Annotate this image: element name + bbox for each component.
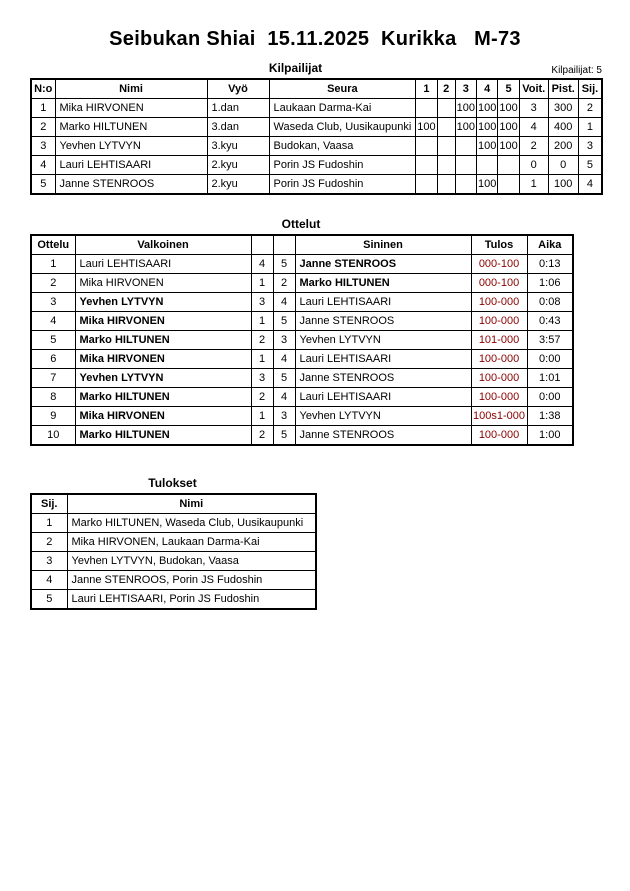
tulokset-row — [31, 590, 316, 610]
header-opp-3: 3 — [455, 79, 476, 99]
cell-vyo: 2.kyu — [207, 156, 269, 175]
cell-aika: 1:06 — [527, 274, 573, 293]
kilpailijat-row — [31, 137, 602, 156]
cell-white-name: Yevhen LYTVYN — [75, 369, 251, 388]
cell-score-3 — [455, 137, 476, 156]
cell-sij: 1 — [578, 118, 602, 137]
cell-white-name: Lauri LEHTISAARI — [75, 255, 251, 274]
cell-blue-name: Janne STENROOS — [295, 255, 471, 274]
header-opp-1: 1 — [416, 79, 437, 99]
cell-white-no: 1 — [251, 407, 273, 426]
cell-sij: 4 — [31, 571, 67, 590]
cell-blue-no: 5 — [273, 312, 295, 331]
cell-sij: 2 — [578, 99, 602, 118]
cell-blue-name: Lauri LEHTISAARI — [295, 293, 471, 312]
header-nimi: Nimi — [55, 79, 207, 99]
cell-nimi: Yevhen LYTVYN — [55, 137, 207, 156]
cell-blue-no: 2 — [273, 274, 295, 293]
cell-no: 3 — [31, 137, 55, 156]
cell-vyo: 3.dan — [207, 118, 269, 137]
cell-no: 4 — [31, 156, 55, 175]
cell-vyo: 1.dan — [207, 99, 269, 118]
ottelut-row — [31, 312, 573, 331]
cell-score-1: 100 — [416, 118, 437, 137]
cell-nimi: Janne STENROOS, Porin JS Fudoshin — [67, 571, 316, 590]
cell-aika: 0:08 — [527, 293, 573, 312]
header-valkoinen: Valkoinen — [75, 235, 251, 255]
tulokset-header-row — [31, 494, 316, 514]
cell-tulos: 100-000 — [471, 312, 527, 331]
tulokset-row — [31, 533, 316, 552]
cell-aika: 1:01 — [527, 369, 573, 388]
cell-white-no: 2 — [251, 426, 273, 446]
cell-tulos: 100s1-000 — [471, 407, 527, 426]
cell-blue-no: 4 — [273, 293, 295, 312]
cell-score-3 — [455, 156, 476, 175]
ottelut-row — [31, 293, 573, 312]
ottelut-row — [31, 388, 573, 407]
header-tulos: Tulos — [471, 235, 527, 255]
kilpailijat-row — [31, 118, 602, 137]
cell-sij: 5 — [578, 156, 602, 175]
cell-aika: 1:38 — [527, 407, 573, 426]
cell-match-no: 6 — [31, 350, 75, 369]
cell-score-5: 100 — [498, 137, 519, 156]
cell-sij: 5 — [31, 590, 67, 610]
ottelut-row — [31, 407, 573, 426]
header-white-no — [251, 235, 273, 255]
cell-tulos: 000-100 — [471, 255, 527, 274]
cell-white-name: Mika HIRVONEN — [75, 274, 251, 293]
cell-tulos: 100-000 — [471, 426, 527, 446]
cell-nimi: Lauri LEHTISAARI — [55, 156, 207, 175]
kilpailijat-header-row — [31, 79, 602, 99]
cell-blue-name: Janne STENROOS — [295, 312, 471, 331]
cell-white-name: Marko HILTUNEN — [75, 388, 251, 407]
cell-blue-name: Lauri LEHTISAARI — [295, 388, 471, 407]
cell-score-3: 100 — [455, 99, 476, 118]
cell-white-name: Mika HIRVONEN — [75, 407, 251, 426]
cell-nimi: Marko HILTUNEN, Waseda Club, Uusikaupunki — [67, 514, 316, 533]
cell-white-no: 2 — [251, 331, 273, 350]
cell-no: 5 — [31, 175, 55, 195]
cell-match-no: 10 — [31, 426, 75, 446]
cell-blue-no: 4 — [273, 388, 295, 407]
cell-seura: Porin JS Fudoshin — [269, 156, 416, 175]
cell-seura: Porin JS Fudoshin — [269, 175, 416, 195]
cell-blue-no: 5 — [273, 255, 295, 274]
cell-score-1 — [416, 175, 437, 195]
cell-score-4: 100 — [477, 137, 498, 156]
ottelut-row — [31, 331, 573, 350]
cell-sij: 3 — [578, 137, 602, 156]
ottelut-table — [30, 234, 574, 446]
cell-white-no: 3 — [251, 369, 273, 388]
cell-sij: 4 — [578, 175, 602, 195]
cell-pist: 300 — [548, 99, 578, 118]
kilpailijat-section-title: Kilpailijat — [268, 61, 323, 75]
cell-white-name: Marko HILTUNEN — [75, 426, 251, 446]
kilpailijat-row — [31, 99, 602, 118]
cell-score-2 — [437, 175, 455, 195]
cell-white-name: Mika HIRVONEN — [75, 312, 251, 331]
tulokset-section-title: Tulokset — [148, 476, 197, 490]
cell-nimi: Yevhen LYTVYN, Budokan, Vaasa — [67, 552, 316, 571]
header-opp-4: 4 — [477, 79, 498, 99]
cell-sij: 2 — [31, 533, 67, 552]
header-voit: Voit. — [519, 79, 548, 99]
cell-score-4: 100 — [477, 99, 498, 118]
cell-white-no: 1 — [251, 350, 273, 369]
cell-tulos: 000-100 — [471, 274, 527, 293]
cell-sij: 3 — [31, 552, 67, 571]
cell-match-no: 4 — [31, 312, 75, 331]
header-no: N:o — [31, 79, 55, 99]
cell-score-2 — [437, 137, 455, 156]
cell-blue-name: Lauri LEHTISAARI — [295, 350, 471, 369]
ottelut-section-title: Ottelut — [281, 217, 321, 231]
cell-blue-name: Janne STENROOS — [295, 369, 471, 388]
header-sij: Sij. — [578, 79, 602, 99]
ottelut-row — [31, 350, 573, 369]
cell-blue-no: 3 — [273, 407, 295, 426]
cell-aika: 0:00 — [527, 388, 573, 407]
cell-nimi: Mika HIRVONEN, Laukaan Darma-Kai — [67, 533, 316, 552]
header-blue-no — [273, 235, 295, 255]
cell-blue-no: 5 — [273, 426, 295, 446]
ottelut-row — [31, 255, 573, 274]
header-opp-5: 5 — [498, 79, 519, 99]
cell-score-4 — [477, 156, 498, 175]
cell-blue-no: 5 — [273, 369, 295, 388]
cell-no: 1 — [31, 99, 55, 118]
cell-score-4: 100 — [477, 175, 498, 195]
header-opp-2: 2 — [437, 79, 455, 99]
cell-score-1 — [416, 137, 437, 156]
cell-blue-name: Yevhen LYTVYN — [295, 407, 471, 426]
tulokset-row — [31, 552, 316, 571]
cell-match-no: 3 — [31, 293, 75, 312]
cell-aika: 0:43 — [527, 312, 573, 331]
cell-nimi: Janne STENROOS — [55, 175, 207, 195]
page-title: Seibukan Shiai 15.11.2025 Kurikka M-73 — [109, 28, 521, 50]
cell-pist: 0 — [548, 156, 578, 175]
cell-match-no: 1 — [31, 255, 75, 274]
cell-score-5 — [498, 156, 519, 175]
cell-score-2 — [437, 118, 455, 137]
cell-score-3 — [455, 175, 476, 195]
cell-tulos: 100-000 — [471, 350, 527, 369]
cell-vyo: 3.kyu — [207, 137, 269, 156]
cell-blue-no: 3 — [273, 331, 295, 350]
cell-score-1 — [416, 99, 437, 118]
cell-aika: 0:00 — [527, 350, 573, 369]
cell-match-no: 9 — [31, 407, 75, 426]
cell-white-no: 3 — [251, 293, 273, 312]
cell-score-5: 100 — [498, 99, 519, 118]
cell-white-no: 2 — [251, 388, 273, 407]
cell-white-name: Yevhen LYTVYN — [75, 293, 251, 312]
cell-score-5: 100 — [498, 118, 519, 137]
cell-no: 2 — [31, 118, 55, 137]
cell-blue-no: 4 — [273, 350, 295, 369]
header-aika: Aika — [527, 235, 573, 255]
cell-seura: Budokan, Vaasa — [269, 137, 416, 156]
header-vyo: Vyö — [207, 79, 269, 99]
cell-sij: 1 — [31, 514, 67, 533]
cell-white-no: 1 — [251, 312, 273, 331]
cell-vyo: 2.kyu — [207, 175, 269, 195]
cell-pist: 200 — [548, 137, 578, 156]
cell-nimi: Mika HIRVONEN — [55, 99, 207, 118]
cell-nimi: Lauri LEHTISAARI, Porin JS Fudoshin — [67, 590, 316, 610]
cell-blue-name: Marko HILTUNEN — [295, 274, 471, 293]
cell-blue-name: Yevhen LYTVYN — [295, 331, 471, 350]
ottelut-row — [31, 426, 573, 446]
cell-tulos: 100-000 — [471, 293, 527, 312]
tulokset-row — [31, 514, 316, 533]
cell-white-no: 1 — [251, 274, 273, 293]
cell-voit: 0 — [519, 156, 548, 175]
tulokset-row — [31, 571, 316, 590]
cell-score-3: 100 — [455, 118, 476, 137]
cell-match-no: 5 — [31, 331, 75, 350]
cell-white-name: Mika HIRVONEN — [75, 350, 251, 369]
cell-white-no: 4 — [251, 255, 273, 274]
ottelut-row — [31, 274, 573, 293]
cell-pist: 400 — [548, 118, 578, 137]
cell-voit: 3 — [519, 99, 548, 118]
kilpailijat-row — [31, 175, 602, 195]
cell-voit: 4 — [519, 118, 548, 137]
cell-voit: 2 — [519, 137, 548, 156]
cell-aika: 3:57 — [527, 331, 573, 350]
header-seura: Seura — [269, 79, 416, 99]
tulokset-table — [30, 493, 317, 610]
cell-tulos: 100-000 — [471, 369, 527, 388]
cell-blue-name: Janne STENROOS — [295, 426, 471, 446]
cell-match-no: 2 — [31, 274, 75, 293]
cell-seura: Waseda Club, Uusikaupunki — [269, 118, 416, 137]
cell-pist: 100 — [548, 175, 578, 195]
cell-score-1 — [416, 156, 437, 175]
cell-white-name: Marko HILTUNEN — [75, 331, 251, 350]
cell-nimi: Marko HILTUNEN — [55, 118, 207, 137]
cell-score-4: 100 — [477, 118, 498, 137]
competitor-count-label: Kilpailijat: 5 — [551, 65, 602, 76]
header-pist: Pist. — [548, 79, 578, 99]
header-sininen: Sininen — [295, 235, 471, 255]
cell-score-2 — [437, 156, 455, 175]
cell-tulos: 100-000 — [471, 388, 527, 407]
ottelut-row — [31, 369, 573, 388]
cell-tulos: 101-000 — [471, 331, 527, 350]
cell-seura: Laukaan Darma-Kai — [269, 99, 416, 118]
header-nimi: Nimi — [67, 494, 316, 514]
ottelut-header-row — [31, 235, 573, 255]
cell-score-2 — [437, 99, 455, 118]
header-sij: Sij. — [31, 494, 67, 514]
cell-aika: 0:13 — [527, 255, 573, 274]
kilpailijat-table — [30, 78, 603, 195]
header-ottelu: Ottelu — [31, 235, 75, 255]
kilpailijat-row — [31, 156, 602, 175]
cell-voit: 1 — [519, 175, 548, 195]
cell-match-no: 8 — [31, 388, 75, 407]
cell-aika: 1:00 — [527, 426, 573, 446]
cell-score-5 — [498, 175, 519, 195]
cell-match-no: 7 — [31, 369, 75, 388]
